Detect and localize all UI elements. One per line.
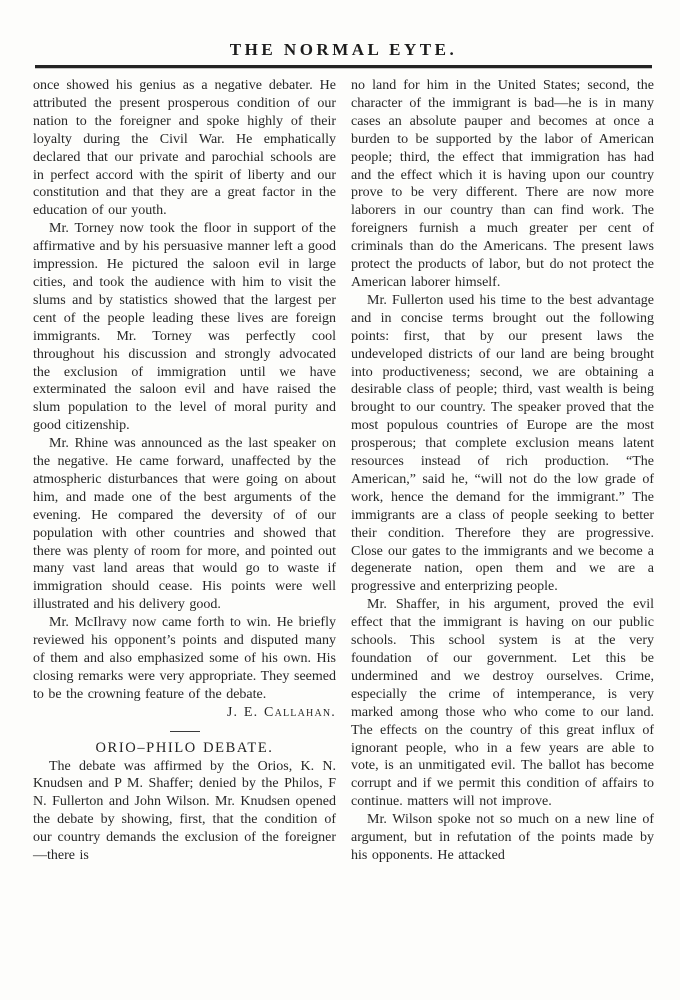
article-paragraph: Mr. Torney now took the floor in support of the affirmative and by his persuasive manner left a good impression. He pictured the saloon evil in large cities, and took the audience with him to visit the slums and by statistics showed that the largest per cent of the people leading these lives are foreign immigrants. Mr. Torney was perfectly cool throughout his discussion and strongly advocated the exclusion of immigration until we have exterminated the saloon evil and have raised the slum population to the level of moral purity and good citizenship. xyxy=(33,221,336,434)
section-heading: ORIO–PHILO DEBATE. xyxy=(95,739,274,756)
section-divider xyxy=(170,731,200,732)
article-paragraph: Mr. Wilson spoke not so much on a new line of argument, but in refutation of the points made by his opponents. He attacked xyxy=(351,812,654,863)
article-paragraph: Mr. Shaffer, in his argument, proved the evil effect that the immigrant is having on our public schools. This school system is at the very foundation of our government. Let this be undermined and we destroy ourselves. Crime, especially the crime of intemperance, is very marked among those who who come to our land. The effects on the country of this great influx of ignorant people, who in a few years are able to vote, is an unmitigated evil. The ballot has become corrupt and if we permit this condition of affairs to continue. matters will not improve. xyxy=(351,597,654,810)
article-signature: J. E. Callahan. xyxy=(226,704,336,720)
left-column xyxy=(33,77,336,865)
article-paragraph: no land for him in the United States; second, the character of the immigrant is bad—he is in many cases an absolute pauper and becomes at once a burden to be supported by the labor of American people; third, the effect that immigration has had and the effect which it is having upon our country prove to be very different. There are now more laborers in our country than can find work. The foreigners furnish a much greater per cent of criminals than do the Americans. The present laws protect the products of labor, but do not protect the American laborer himself. xyxy=(351,78,654,290)
masthead xyxy=(33,40,654,60)
article-paragraph: Mr. Rhine was announced as the last speaker on the negative. He came forward, unaffected by the atmospheric disturbances that were going on about him, and made one of the best arguments of the evening. He compared the deversity of of our population with other countries and showed that there was plenty of room for more, and pointed out many vast land areas that would go to waste if immigration should cease. His points were well illustrated and his delivery good. xyxy=(33,436,336,613)
article-paragraph: Mr. Fullerton used his time to the best advantage and in concise terms brought out the following points: first, that by our present laws the undeveloped districts of our land are being brought into productiveness; second, we are obtaining a desirable class of people; third, vast wealth is being brought to our country. The speaker proved that the most populous countries of Europe are the most prosperous; that complete exclusion means latent resources instead of rich production. “The American,” said he, “will not do the low grade of work, hence the demand for the immigrant.” The immigrants are a class of people seeking to better their condition. Therefore they are progressive. Close our gates to the immigrants and we become a degenerate nation, open them and we are a progressive and enterprizing people. xyxy=(351,292,654,595)
article-paragraph: Mr. McIlravy now came forth to win. He briefly reviewed his opponent’s points and disputed many of them and also emphasized some of his own. His closing remarks were very appropriate. They seemed to be the crowning feature of the debate. xyxy=(33,615,336,702)
header-rule xyxy=(35,65,652,68)
article-paragraph: The debate was affirmed by the Orios, K. N. Knudsen and P M. Shaffer; denied by the Philos, F N. Fullerton and John Wilson. Mr. Knudsen opened the debate by showing, first, that the condition of our country demands the exclusion of the foreigner—there is xyxy=(33,758,336,864)
article-columns xyxy=(33,77,654,865)
article-paragraph: once showed his genius as a negative debater. He attributed the present prosperous condition of our nation to the foreigner and spoke highly of their loyalty during the Civil War. He emphatically declared that our private and parochial schools are in perfect accord with the spirit of liberty and our constitution and that they are a great factor in the education of our youth. xyxy=(33,78,336,219)
right-column xyxy=(351,77,654,865)
masthead-title: THE NORMAL EYTE. xyxy=(229,40,458,59)
